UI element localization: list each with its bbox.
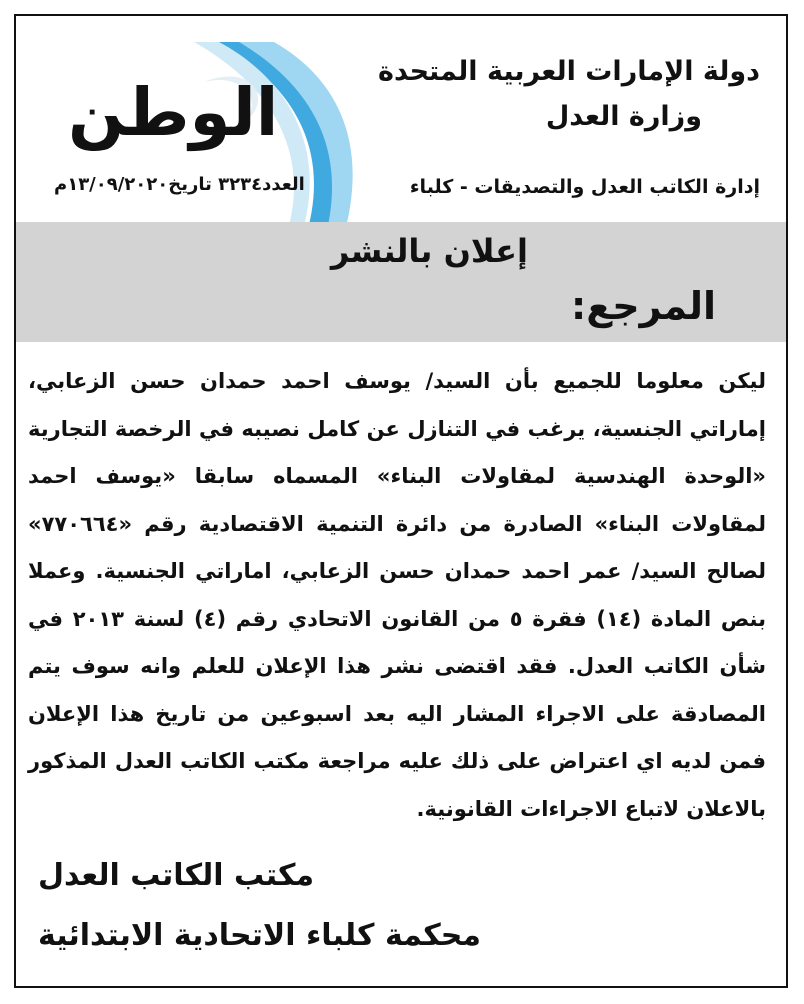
notice-frame xyxy=(14,14,788,988)
country-name: دولة الإمارات العربية المتحدة xyxy=(378,56,760,87)
notice-body: ليكن معلوما للجميع بأن السيد/ يوسف احمد حمدان حسن الزعابي، إماراتي الجنسية، يرغب في التنازل عن كامل نصيبه في الرخصة التجارية «الوحدة الهندسية لمقاولات البناء» المسماه سابقا «يوسف احمد لمقاولات البناء» الصادرة من دائرة التنمية الاقتصادية رقم «٧٧٠٦٦٤» لصالح السيد/ عمر احمد حمدان حسن الزعابي، اماراتي الجنسية. وعملا بنص المادة (١٤) فقرة ٥ من القانون الاتحادي رقم (٤) لسنة ٢٠١٣ في شأن الكاتب العدل. فقد اقتضى نشر هذا الإعلان للعلم وانه سوف يتم المصادقة على الاجراء المشار اليه بعد اسبوعين من تاريخ هذا الإعلان فمن لديه اي اعتراض على ذلك عليه مراجعة مكتب الكاتب العدل المذكور بالاعلان لاتباع الاجراءات القانونية. xyxy=(28,369,766,821)
notice-title: إعلان بالنشر xyxy=(330,232,528,270)
ministry-name: وزارة العدل xyxy=(545,101,702,132)
reference-label: المرجع: xyxy=(571,284,716,328)
title-banner xyxy=(16,222,786,342)
court-name: محكمة كلباء الاتحادية الابتدائية xyxy=(38,918,481,953)
department-name: إدارة الكاتب العدل والتصديقات - كلباء xyxy=(409,176,760,198)
notary-office: مكتب الكاتب العدل xyxy=(38,858,315,893)
government-header xyxy=(378,52,760,202)
newspaper-name: الوطن xyxy=(68,74,279,151)
issue-date: العدد٣٢٣٤ تاريخ١٣/٠٩/٢٠٢٠م xyxy=(54,174,305,195)
